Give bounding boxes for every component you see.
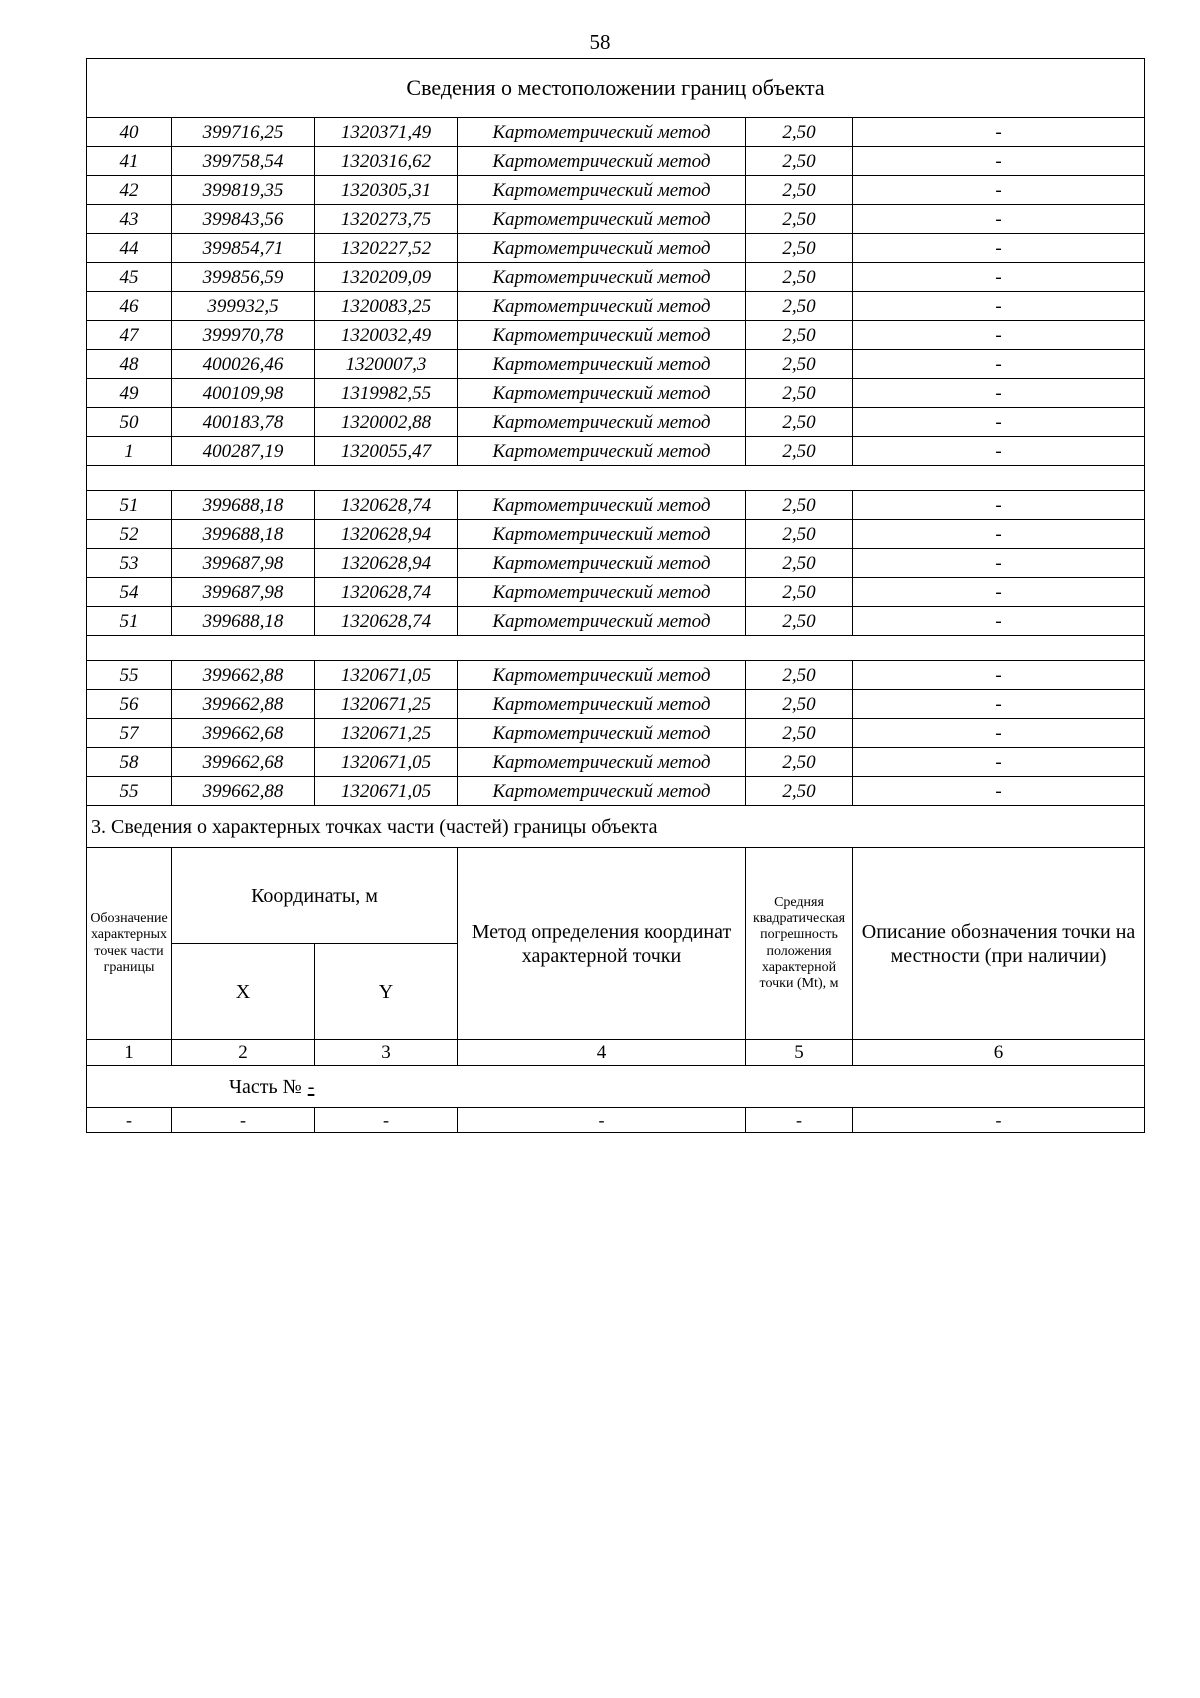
- table-cell: -: [746, 1108, 853, 1133]
- table-cell: -: [853, 777, 1145, 806]
- table-cell: 2,50: [746, 234, 853, 263]
- part-row: [87, 1066, 1145, 1108]
- boundary-table: [86, 58, 1145, 1133]
- col-number: 2: [172, 1040, 315, 1066]
- table-cell: Картометрический метод: [458, 491, 746, 520]
- table-cell: 55: [87, 777, 172, 806]
- table-cell: 1: [87, 437, 172, 466]
- table-cell: 399687,98: [172, 578, 315, 607]
- table-cell: -: [853, 292, 1145, 321]
- separator-cell: [87, 466, 1145, 491]
- table-cell: -: [853, 379, 1145, 408]
- table-cell: 1319982,55: [315, 379, 458, 408]
- section-title: Сведения о местоположении границ объекта: [87, 59, 1145, 118]
- header-method: Метод определения координат характерной точки: [458, 848, 746, 1040]
- table-cell: -: [853, 607, 1145, 636]
- page-number: 58: [589, 30, 611, 54]
- table-cell: -: [853, 578, 1145, 607]
- table-cell: 57: [87, 719, 172, 748]
- table-cell: 2,50: [746, 321, 853, 350]
- header-error: Средняя квадратическая погрешность положения характерной точки (Mt), м: [746, 848, 853, 1040]
- table-cell: 399662,68: [172, 719, 315, 748]
- table-cell: -: [853, 748, 1145, 777]
- col-number: 4: [458, 1040, 746, 1066]
- table-cell: 1320371,49: [315, 118, 458, 147]
- table-cell: 2,50: [746, 520, 853, 549]
- col-number: 6: [853, 1040, 1145, 1066]
- table-row: [87, 748, 1145, 777]
- table-cell: 56: [87, 690, 172, 719]
- table-cell: -: [853, 350, 1145, 379]
- table-row: [87, 549, 1145, 578]
- table-cell: -: [853, 690, 1145, 719]
- table-cell: 2,50: [746, 379, 853, 408]
- table-cell: Картометрический метод: [458, 549, 746, 578]
- table-cell: -: [853, 437, 1145, 466]
- table-cell: 1320032,49: [315, 321, 458, 350]
- table-cell: Картометрический метод: [458, 607, 746, 636]
- table-cell: 399716,25: [172, 118, 315, 147]
- table-cell: Картометрический метод: [458, 520, 746, 549]
- table-row: [87, 578, 1145, 607]
- table-row: [87, 491, 1145, 520]
- table-cell: Картометрический метод: [458, 690, 746, 719]
- table-cell: Картометрический метод: [458, 437, 746, 466]
- table-cell: 399758,54: [172, 147, 315, 176]
- table-cell: 2,50: [746, 690, 853, 719]
- table-cell: 1320227,52: [315, 234, 458, 263]
- table-cell: Картометрический метод: [458, 748, 746, 777]
- table-cell: 1320671,05: [315, 777, 458, 806]
- table-cell: 1320273,75: [315, 205, 458, 234]
- header-coordinates: Координаты, м: [172, 848, 458, 944]
- table-row: [87, 690, 1145, 719]
- table-cell: 54: [87, 578, 172, 607]
- table-cell: 1320671,25: [315, 719, 458, 748]
- table-cell: 1320209,09: [315, 263, 458, 292]
- table-row: [87, 408, 1145, 437]
- table-cell: Картометрический метод: [458, 205, 746, 234]
- table-cell: 2,50: [746, 118, 853, 147]
- table-row: [87, 321, 1145, 350]
- table-cell: -: [853, 520, 1145, 549]
- table-cell: 399662,88: [172, 690, 315, 719]
- table-cell: 47: [87, 321, 172, 350]
- table-cell: 399856,59: [172, 263, 315, 292]
- table-row: [87, 719, 1145, 748]
- table-cell: Картометрический метод: [458, 176, 746, 205]
- table-cell: -: [87, 1108, 172, 1133]
- table-cell: Картометрический метод: [458, 292, 746, 321]
- table-cell: 44: [87, 234, 172, 263]
- table-cell: 42: [87, 176, 172, 205]
- table-cell: 399688,18: [172, 520, 315, 549]
- table-cell: 2,50: [746, 607, 853, 636]
- table-cell: 400109,98: [172, 379, 315, 408]
- header-point-designation: Обозначение характерных точек части границы: [87, 848, 172, 1040]
- table-cell: 43: [87, 205, 172, 234]
- table-cell: Картометрический метод: [458, 777, 746, 806]
- table-cell: 2,50: [746, 437, 853, 466]
- table-cell: Картометрический метод: [458, 263, 746, 292]
- table-cell: 400183,78: [172, 408, 315, 437]
- part-value: -: [307, 1075, 315, 1098]
- table-cell: 1320628,74: [315, 607, 458, 636]
- table-row: [87, 607, 1145, 636]
- table-cell: 399819,35: [172, 176, 315, 205]
- table-cell: 399854,71: [172, 234, 315, 263]
- table-cell: 2,50: [746, 549, 853, 578]
- table-cell: -: [853, 234, 1145, 263]
- group-separator: [87, 636, 1145, 661]
- col-number: 3: [315, 1040, 458, 1066]
- table-cell: 53: [87, 549, 172, 578]
- table-cell: 2,50: [746, 205, 853, 234]
- table-cell: Картометрический метод: [458, 578, 746, 607]
- table-cell: 399688,18: [172, 607, 315, 636]
- table-cell: -: [853, 408, 1145, 437]
- table-cell: 400026,46: [172, 350, 315, 379]
- table-row: [87, 176, 1145, 205]
- table-cell: 2,50: [746, 491, 853, 520]
- table-cell: 1320305,31: [315, 176, 458, 205]
- table-row: [87, 520, 1145, 549]
- table-cell: Картометрический метод: [458, 118, 746, 147]
- table-cell: -: [853, 1108, 1145, 1133]
- table-cell: -: [853, 549, 1145, 578]
- table-cell: 1320671,05: [315, 748, 458, 777]
- table-cell: 2,50: [746, 350, 853, 379]
- table-cell: 399970,78: [172, 321, 315, 350]
- header-y: Y: [315, 944, 458, 1040]
- table-cell: Картометрический метод: [458, 661, 746, 690]
- table-cell: 2,50: [746, 263, 853, 292]
- table-cell: -: [853, 118, 1145, 147]
- table-row: [87, 350, 1145, 379]
- table-cell: -: [853, 321, 1145, 350]
- table-cell: 48: [87, 350, 172, 379]
- table-cell: 1320055,47: [315, 437, 458, 466]
- table-row: [87, 437, 1145, 466]
- table-cell: 1320671,25: [315, 690, 458, 719]
- table-cell: 2,50: [746, 408, 853, 437]
- table-row: [87, 263, 1145, 292]
- table-cell: Картометрический метод: [458, 321, 746, 350]
- table-cell: 52: [87, 520, 172, 549]
- table-cell: 1320628,74: [315, 491, 458, 520]
- table-cell: 51: [87, 491, 172, 520]
- table-cell: 2,50: [746, 748, 853, 777]
- table-cell: 2,50: [746, 719, 853, 748]
- table-cell: 1320002,88: [315, 408, 458, 437]
- table-cell: 399687,98: [172, 549, 315, 578]
- table-cell: 399662,88: [172, 777, 315, 806]
- table-row: [87, 777, 1145, 806]
- table-row: [87, 292, 1145, 321]
- table-cell: 45: [87, 263, 172, 292]
- table-cell: 51: [87, 607, 172, 636]
- table-cell: 41: [87, 147, 172, 176]
- table-row: [87, 661, 1145, 690]
- table-cell: 2,50: [746, 777, 853, 806]
- part-label: Часть №: [229, 1075, 302, 1098]
- table-cell: 2,50: [746, 147, 853, 176]
- table-cell: 399932,5: [172, 292, 315, 321]
- table-cell: 40: [87, 118, 172, 147]
- table-row: [87, 205, 1145, 234]
- table-cell: Картометрический метод: [458, 719, 746, 748]
- table-cell: -: [853, 205, 1145, 234]
- table-cell: 399662,68: [172, 748, 315, 777]
- table-cell: Картометрический метод: [458, 379, 746, 408]
- table-cell: Картометрический метод: [458, 408, 746, 437]
- table-cell: 58: [87, 748, 172, 777]
- table-cell: 2,50: [746, 292, 853, 321]
- table-cell: 46: [87, 292, 172, 321]
- table-cell: Картометрический метод: [458, 234, 746, 263]
- table-cell: -: [458, 1108, 746, 1133]
- table-cell: -: [853, 176, 1145, 205]
- table-cell: 49: [87, 379, 172, 408]
- section3-title: 3. Сведения о характерных точках части (частей) границы объекта: [87, 806, 1145, 848]
- table-row: [87, 379, 1145, 408]
- table-cell: 2,50: [746, 661, 853, 690]
- table-cell: 400287,19: [172, 437, 315, 466]
- table-cell: 1320671,05: [315, 661, 458, 690]
- table-row: [87, 234, 1145, 263]
- table-cell: -: [853, 147, 1145, 176]
- header-x: X: [172, 944, 315, 1040]
- table-cell: -: [853, 661, 1145, 690]
- table-cell: -: [172, 1108, 315, 1133]
- group-separator: [87, 466, 1145, 491]
- separator-cell: [87, 636, 1145, 661]
- table-cell: Картометрический метод: [458, 350, 746, 379]
- table-cell: 1320083,25: [315, 292, 458, 321]
- table-cell: 2,50: [746, 176, 853, 205]
- table-row: [87, 147, 1145, 176]
- table-cell: 399688,18: [172, 491, 315, 520]
- header-description: Описание обозначения точки на местности (при наличии): [853, 848, 1145, 1040]
- table-cell: 2,50: [746, 578, 853, 607]
- table-cell: 1320628,94: [315, 520, 458, 549]
- col-number: 1: [87, 1040, 172, 1066]
- table-cell: 50: [87, 408, 172, 437]
- table-cell: -: [315, 1108, 458, 1133]
- table-cell: -: [853, 491, 1145, 520]
- table-cell: 399662,88: [172, 661, 315, 690]
- table-cell: 1320628,74: [315, 578, 458, 607]
- table-cell: Картометрический метод: [458, 147, 746, 176]
- table-row: [87, 118, 1145, 147]
- table-cell: -: [853, 719, 1145, 748]
- table-cell: -: [853, 263, 1145, 292]
- table-cell: 1320628,94: [315, 549, 458, 578]
- col-number: 5: [746, 1040, 853, 1066]
- table-cell: 1320007,3: [315, 350, 458, 379]
- table-cell: 55: [87, 661, 172, 690]
- table-cell: 399843,56: [172, 205, 315, 234]
- table-cell: 1320316,62: [315, 147, 458, 176]
